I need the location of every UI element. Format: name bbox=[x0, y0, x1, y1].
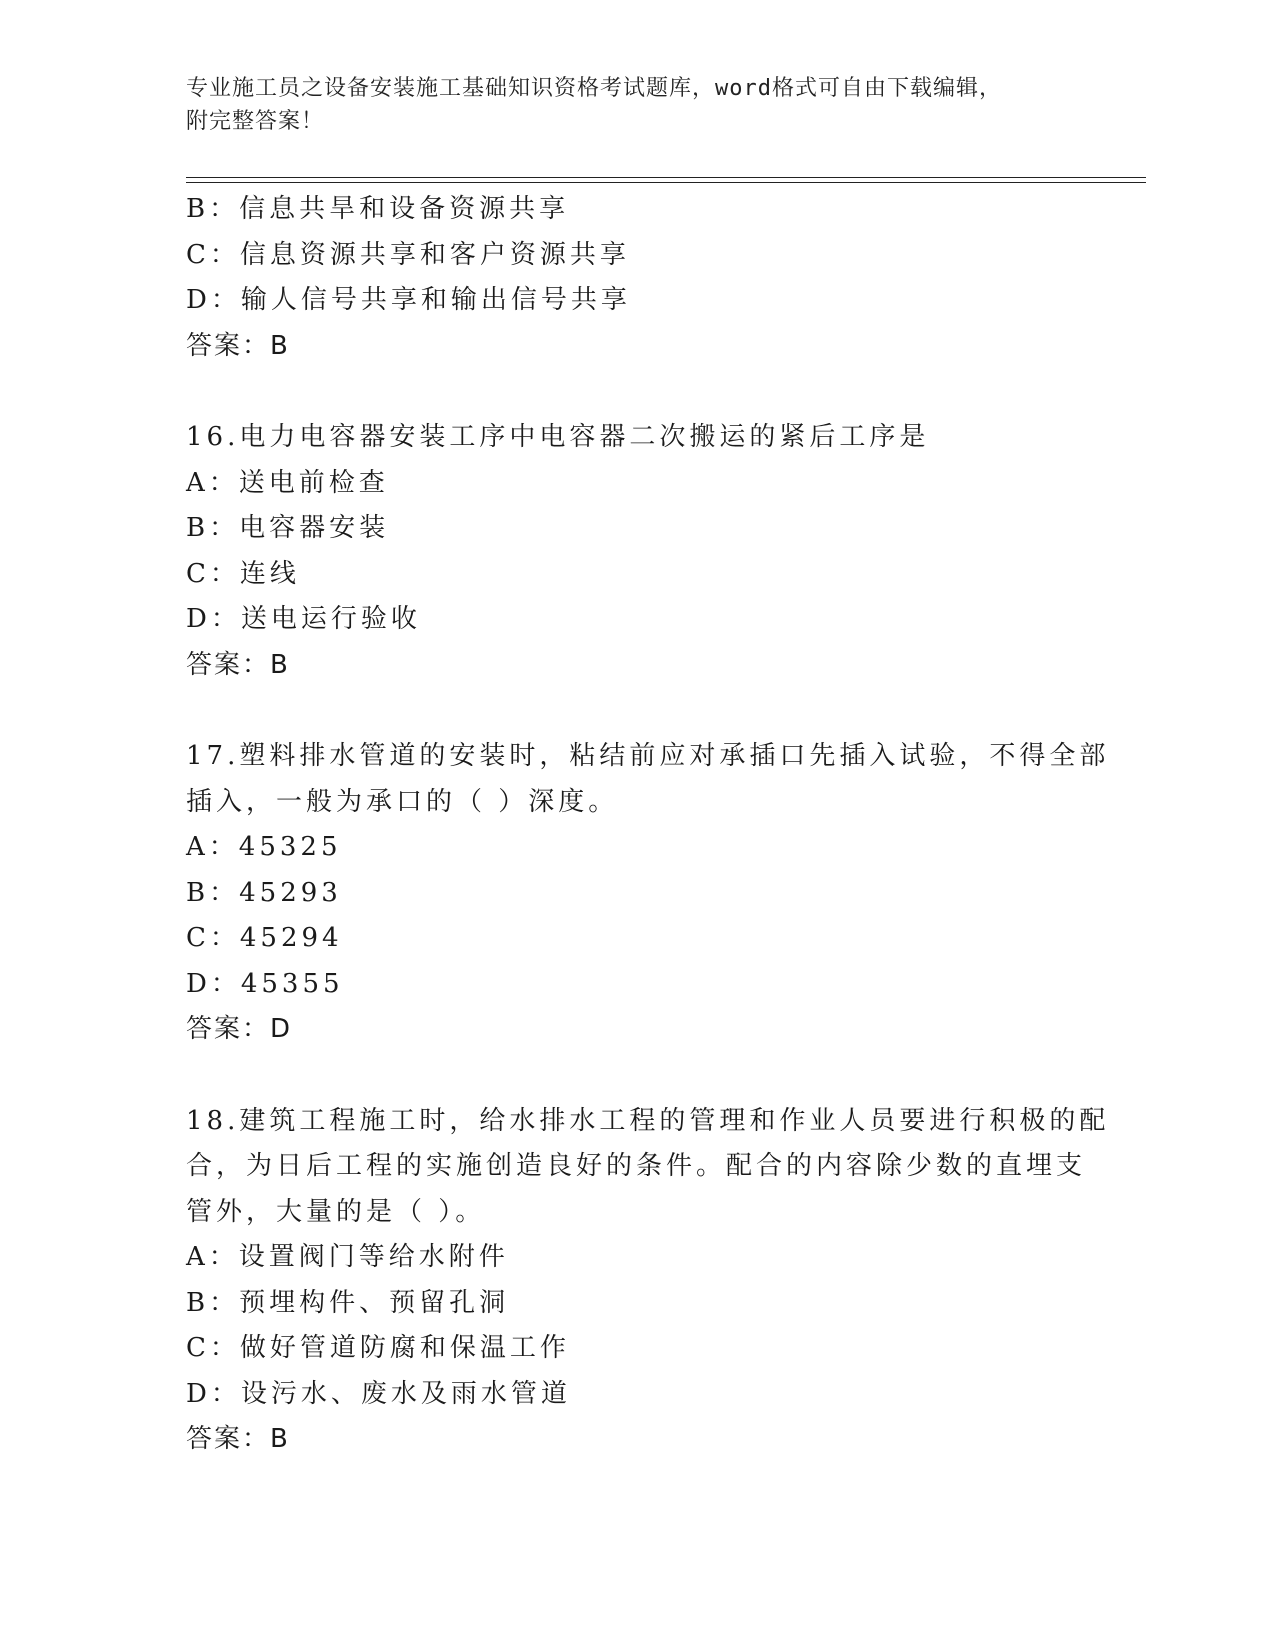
answer: 答案：B bbox=[186, 649, 290, 680]
question-16 bbox=[186, 415, 1106, 688]
question-stem: 18.建筑工程施工时，给水排水工程的管理和作业人员要进行积极的配 bbox=[186, 1105, 1110, 1136]
option-a: A：送电前检查 bbox=[186, 467, 389, 498]
option-d: D：45355 bbox=[186, 968, 344, 999]
option-b: B：预埋构件、预留孔洞 bbox=[186, 1287, 510, 1318]
question-stem: 合，为日后工程的实施创造良好的条件。配合的内容除少数的直埋支 bbox=[186, 1151, 1087, 1181]
spacer bbox=[186, 688, 1106, 734]
question-15 bbox=[186, 187, 1106, 369]
document-header bbox=[186, 72, 1086, 138]
option-d: D：设污水、废水及雨水管道 bbox=[186, 1378, 571, 1409]
answer: 答案：D bbox=[186, 1014, 293, 1044]
option-c: C：做好管道防腐和保温工作 bbox=[186, 1333, 570, 1363]
question-stem: 管外，大量的是（ ）。 bbox=[186, 1196, 486, 1227]
spacer bbox=[186, 369, 1106, 415]
option-d: D：输人信号共享和输出信号共享 bbox=[186, 285, 631, 315]
question-stem: 16.电力电容器安装工序中电容器二次搬运的紧后工序是 bbox=[186, 422, 930, 452]
question-18 bbox=[186, 1099, 1110, 1463]
answer: 答案：B bbox=[186, 330, 290, 361]
question-stem: 17.塑料排水管道的安装时，粘结前应对承插口先插入试验，不得全部 bbox=[186, 741, 1110, 771]
header-rule-bottom bbox=[186, 182, 1146, 183]
option-c: C：连线 bbox=[186, 558, 300, 589]
option-c: C：45294 bbox=[186, 923, 343, 953]
question-stem: 插入，一般为承口的（ ）深度。 bbox=[186, 786, 619, 817]
spacer bbox=[186, 1053, 1106, 1099]
option-b: B：45293 bbox=[186, 877, 342, 908]
option-b: B：信息共旱和设备资源共享 bbox=[186, 194, 570, 224]
option-c: C：信息资源共享和客户资源共享 bbox=[186, 239, 630, 270]
option-a: A：45325 bbox=[186, 832, 342, 862]
answer: 答案：B bbox=[186, 1424, 290, 1454]
option-d: D：送电运行验收 bbox=[186, 604, 421, 634]
option-a: A：设置阀门等给水附件 bbox=[186, 1242, 509, 1272]
question-list bbox=[186, 187, 1110, 1463]
option-b: B：电容器安装 bbox=[186, 513, 390, 543]
header-line-2: 附完整答案！ bbox=[186, 109, 325, 134]
header-line-1: 专业施工员之设备安装施工基础知识资格考试题库，word格式可自由下载编辑， bbox=[186, 76, 1002, 101]
question-17 bbox=[186, 734, 1110, 1053]
header-rule-top bbox=[186, 177, 1146, 178]
